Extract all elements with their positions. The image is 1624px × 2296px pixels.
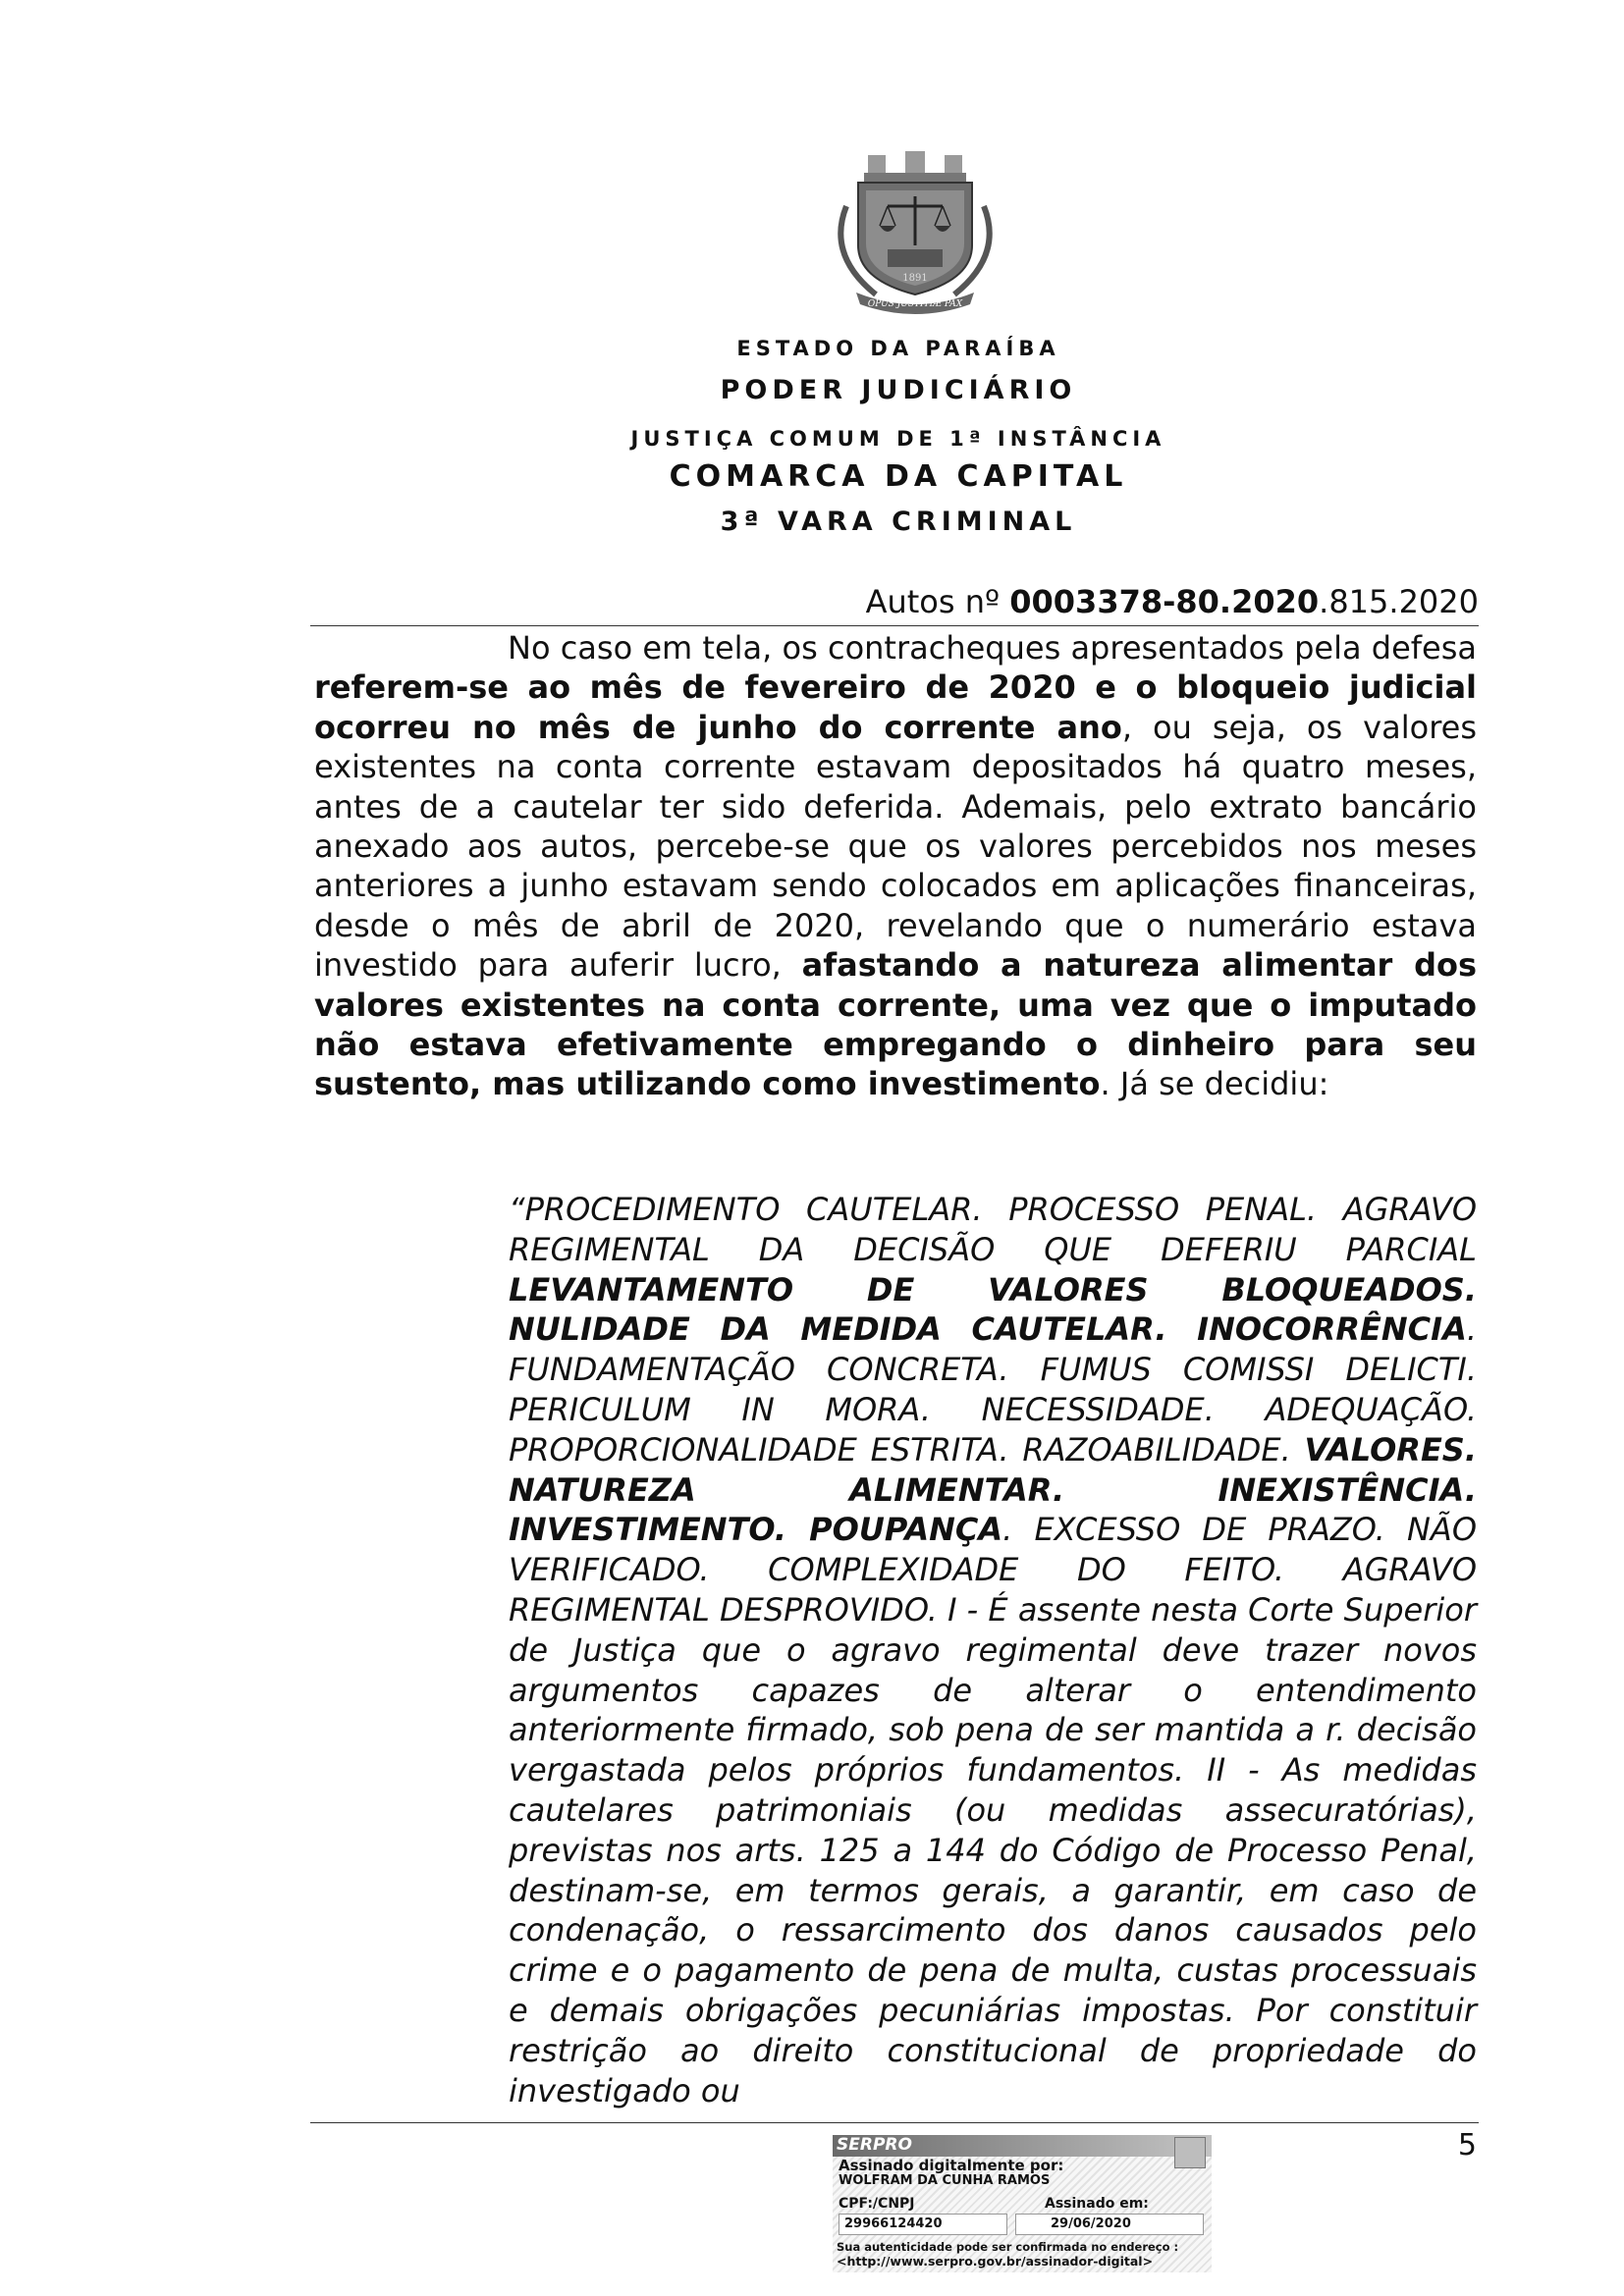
signed-on-label: Assinado em: [1045,2196,1149,2212]
jurisprudence-quote [509,1190,1477,2110]
header-divider [310,625,1479,626]
case-number-prefix: Autos nº [865,583,1010,620]
header-chamber: 3ª VARA CRIMINAL [720,507,1077,537]
serpro-logo: SERPRO [837,2135,912,2155]
page-number: 5 [1457,2128,1477,2163]
case-number-bold: 0003378-80.2020 [1009,583,1320,620]
paragraph-text-1: No caso em tela, os contracheques apresentados pela defesa [508,629,1477,667]
quote-text-1: “PROCEDIMENTO CAUTELAR. PROCESSO PENAL. AGRAVO REGIMENTAL DA DECISÃO QUE DEFERIU PARCIAL [509,1191,1477,1268]
coat-of-arms-seal-icon [817,147,1013,314]
quote-bold-2: VALORES. NATUREZA ALIMENTAR. INEXISTÊNCIA. INVESTIMENTO. POUPANÇA [509,1430,1477,1549]
quote-text-3: . EXCESSO DE PRAZO. NÃO VERIFICADO. COMPLEXIDADE DO FEITO. AGRAVO REGIMENTAL DESPROVIDO. I - É assente nesta Corte Superior de Justiça que o agravo regimental deve trazer novos argumentos capazes de alterar o entendimento anteriormente firmado, sob pena de ser mantida a r. decisão vergastada pelos próprios fundamentos. II - As medidas cautelares patrimoniais (ou medidas assecuratórias), previstas nos arts. 125 a 144 do Código de Processo Penal, destinam-se, em termos gerais, a garantir, em caso de condenação, o ressarcimento dos danos causados pelo crime e o pagamento de pena de multa, custas processuais e demais obrigações pecuniárias impostas. Por constituir restrição ao direito constitucional de propriedade do investigado ou [509,1511,1478,2109]
header-district: COMARCA DA CAPITAL [669,459,1128,494]
authenticity-url: <http://www.serpro.gov.br/assinador-digital> [837,2254,1154,2269]
signature-seal-icon [1174,2137,1206,2168]
header-judiciary: PODER JUDICIÁRIO [720,375,1077,405]
digital-signature-stamp [833,2135,1212,2272]
paragraph-bold-1: referem-se ao mês de fevereiro de 2020 e o bloqueio judicial ocorreu no mês de junho do corrente ano [314,668,1477,746]
cpf-label: CPF:/CNPJ [839,2196,915,2212]
signed-date-value: 29/06/2020 [1051,2216,1131,2231]
case-number [310,583,1479,620]
case-number-suffix: .815.2020 [1319,583,1479,620]
paragraph-text-3: . Já se decidiu: [1100,1065,1329,1103]
svg-text:1891: 1891 [902,273,928,284]
header-court: JUSTIÇA COMUM DE 1ª INSTÂNCIA [630,427,1166,451]
cpf-value: 29966124420 [844,2216,943,2231]
svg-text:OPUS JUSTITIÆ PAX: OPUS JUSTITIÆ PAX [867,299,963,309]
paragraph-bold-2: afastando a natureza alimentar dos valores existentes na conta corrente, uma vez que o imputado não estava efetivamente empregando o dinheiro para seu sustento, mas utilizando como investimento [314,946,1477,1103]
header-state: ESTADO DA PARAÍBA [736,337,1060,360]
footer-divider [310,2122,1479,2123]
quote-bold-1: LEVANTAMENTO DE VALORES BLOQUEADOS. NULIDADE DA MEDIDA CAUTELAR. INOCORRÊNCIA [509,1270,1477,1349]
paragraph-text-2: , ou seja, os valores existentes na conta corrente estavam depositados há quatro meses, antes de a cautelar ter sido deferida. Ademais, pelo extrato bancário anexado aos autos, percebe-se que os valores percebidos nos meses anteriores a junho estavam sendo colocados em aplicações financeiras, desde o mês de abril de 2020, revelando que o numerário estava investido para auferir lucro, [314,708,1478,985]
authenticity-note: Sua autenticidade pode ser confirmada no endereço : [837,2240,1179,2254]
signed-by-label: Assinado digitalmente por: [839,2157,1064,2174]
main-paragraph [314,628,1477,1104]
signer-name: WOLFRAM DA CUNHA RAMOS [839,2173,1051,2188]
quote-text-2: . FUNDAMENTAÇÃO CONCRETA. FUMUS COMISSI DELICTI. PERICULUM IN MORA. NECESSIDADE. ADEQUAÇÃO. PROPORCIONALIDADE ESTRITA. RAZOABILIDADE. [509,1310,1477,1468]
